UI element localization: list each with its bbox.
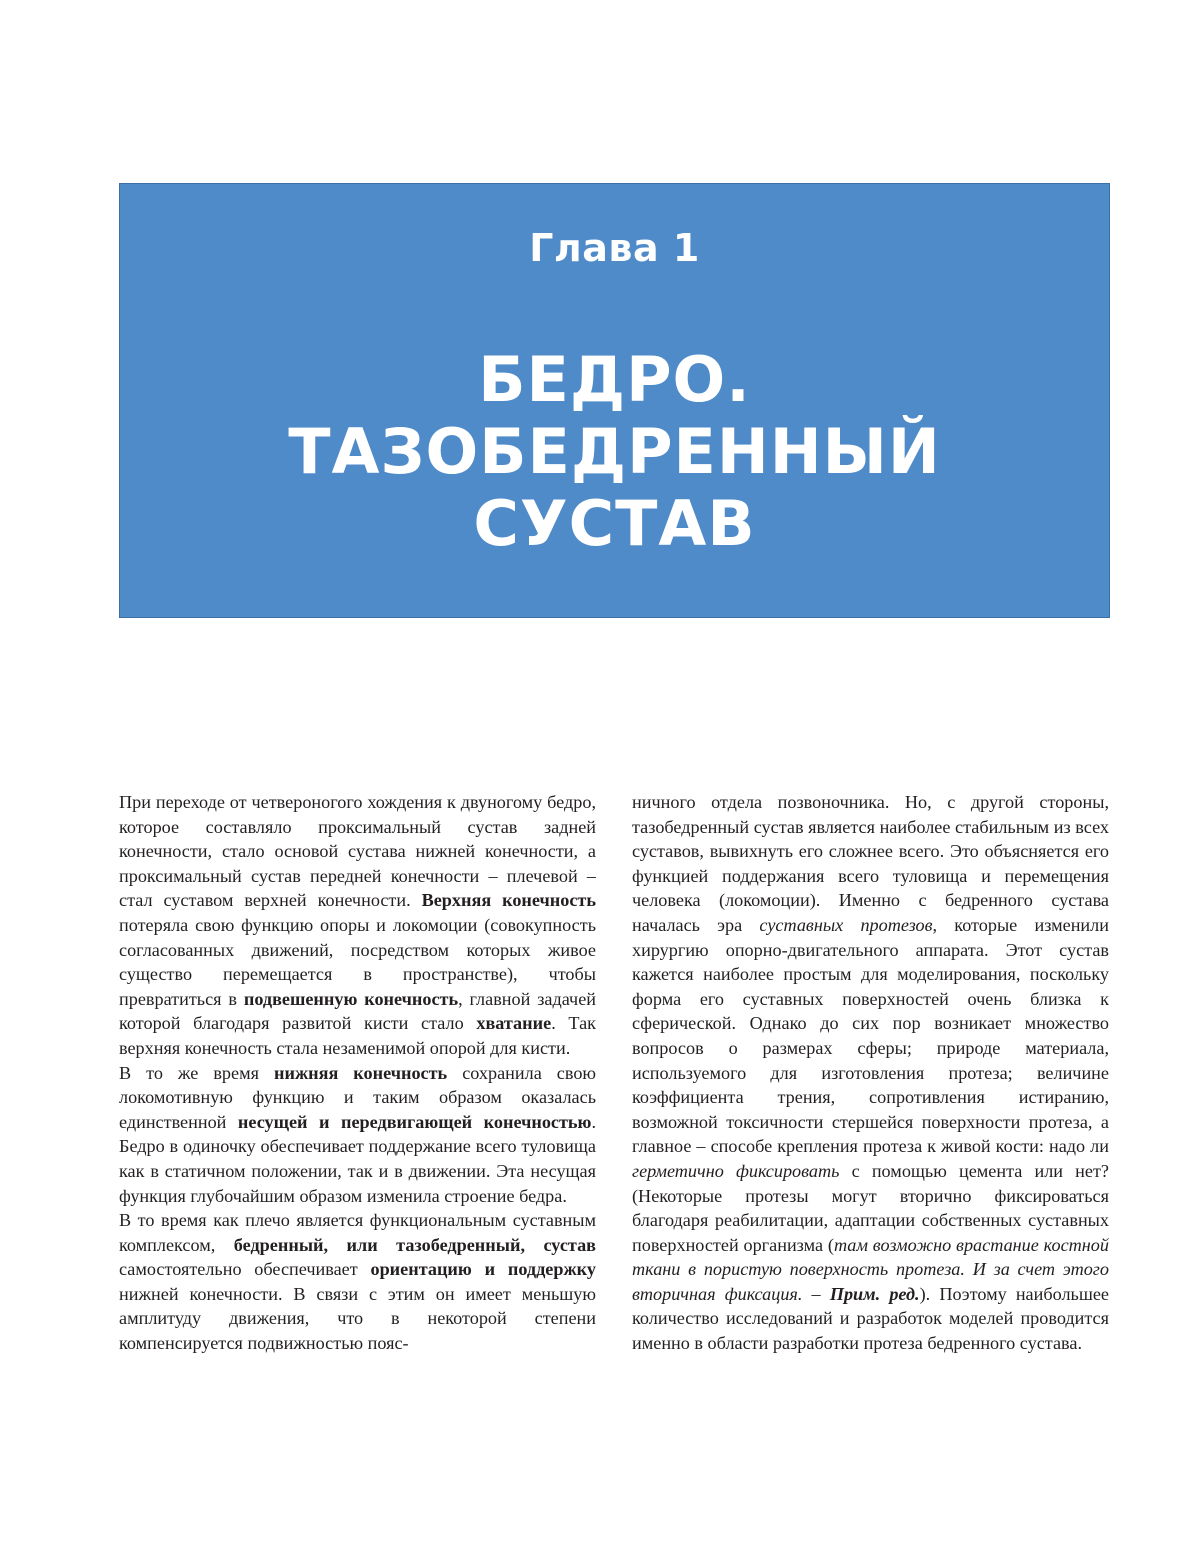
chapter-title-line: БЕДРО. xyxy=(478,343,751,416)
text-run: . Бедро в одиночку обеспечивает поддержание всего туловища как в статичном положении, так и в движении. Эта несущая функция глубочайшим образом изменила строение бедра. xyxy=(119,1111,596,1206)
text-run: При переходе от четвероногого хождения к двуногому бедро, которое составляло проксимальный сустав задней конечности, стало основой сустава нижней конечности, а проксимальный сустав передней конечности – плечевой – стал суставом верхней конечности. xyxy=(119,792,596,911)
italic-term: там возможно врастание костной ткани в пористую поверхность протеза. И за счет этого вторичная фиксация. – xyxy=(632,1234,1109,1304)
chapter-title-line: СУСТАВ xyxy=(473,487,756,560)
italic-term: герметично фиксировать xyxy=(632,1160,840,1181)
chapter-title xyxy=(120,344,1109,560)
text-run: ). Поэтому наибольшее количество исследований и разработок моделей проводится именно в области разработки протеза бедренного сустава. xyxy=(632,1283,1109,1354)
paragraph xyxy=(119,790,596,1061)
text-run: В то время как плечо является функциональным суставным комплексом, xyxy=(119,1210,596,1255)
chapter-label: Глава 1 xyxy=(529,226,700,270)
bold-term: ориентацию и поддержку xyxy=(370,1259,596,1280)
text-run: сохранила свою локомотивную функцию и таким образом оказалась единственной xyxy=(119,1062,596,1132)
bold-term: хватание xyxy=(476,1013,552,1034)
text-run: ничного отдела позвоночника. Но, с другой стороны, тазобедренный сустав является наиболее стабильным из всех суставов, вывихнуть его сложнее всего. Это объясняется его функцией поддержания всего туловища и перемещения человека (локомоции). Именно с бедренного сустава началась эра xyxy=(632,792,1109,935)
bold-term: нижняя конечность xyxy=(273,1062,448,1083)
text-run: В то же время xyxy=(119,1062,274,1083)
text-run: нижней конечности. В связи с этим он имеет меньшую амплитуду движения, что в некоторой степени компенсируется подвижностью пояс- xyxy=(119,1283,596,1354)
chapter-header-box xyxy=(119,183,1110,618)
bold-term: несущей и передвигающей конечностью xyxy=(237,1111,592,1132)
chapter-title-line: ТАЗОБЕДРЕННЫЙ xyxy=(288,415,941,488)
text-run: . Так верхняя конечность стала незаменимой опорой для кисти. xyxy=(119,1013,596,1058)
editor-note-label: Прим. ред. xyxy=(829,1283,920,1304)
text-run: , главной задачей которой благодаря развитой кисти стало xyxy=(119,988,597,1034)
text-run: самостоятельно обеспечивает xyxy=(119,1259,371,1280)
body-text-left-column xyxy=(119,790,596,1356)
bold-term: бедренный, или тазобедренный, сустав xyxy=(233,1234,596,1255)
paragraph xyxy=(119,1208,596,1356)
body-text-right-column xyxy=(632,790,1109,1356)
paragraph xyxy=(632,790,1109,1356)
text-run: , которые изменили хирургию опорно-двигательного аппарата. Этот сустав кажется наиболее простым для моделирования, поскольку форма его суставных поверхностей очень близка к сферической. Однако до сих пор возникает множество вопросов о размерах сферы; природе материала, используемого для изготовления протеза; величине коэффициента трения, сопротивления истиранию, возможной токсичности стершейся поверхности протеза, а главное – способе крепления протеза к живой кости: надо ли xyxy=(632,914,1109,1157)
text-run: с помощью цемента или нет? (Некоторые протезы могут вторично фиксироваться благодаря реабилитации, адаптации собственных суставных поверхностей организма ( xyxy=(632,1160,1110,1255)
text-run: потеряла свою функцию опоры и локомоции (совокупность согласованных движений, посредством которых живое существо перемещается в пространстве), чтобы превратиться в xyxy=(119,914,596,1009)
bold-term: Верхняя конечность xyxy=(421,890,596,911)
bold-term: подвешенную конечность xyxy=(243,988,459,1009)
paragraph xyxy=(119,1061,596,1209)
italic-term: суставных протезов xyxy=(759,914,933,935)
